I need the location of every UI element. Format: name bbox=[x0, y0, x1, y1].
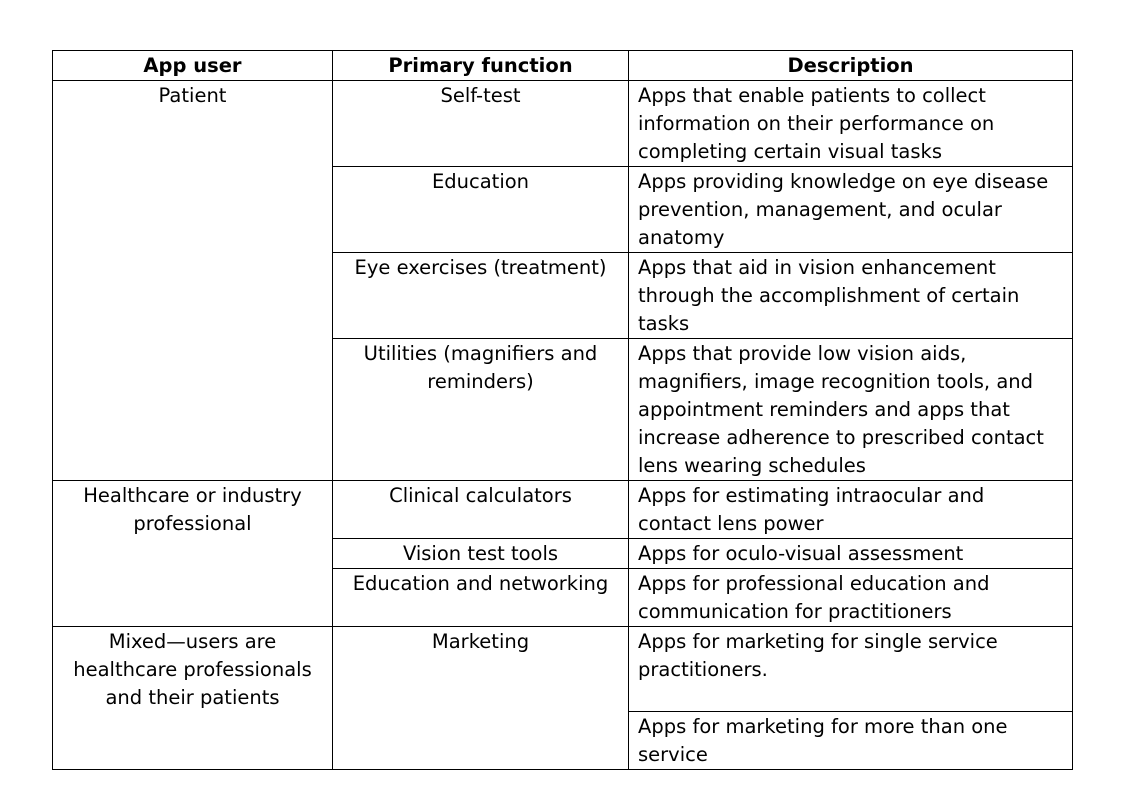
description-cell: Apps for oculo-visual assessment bbox=[629, 539, 1073, 569]
app-user-cell: Patient bbox=[53, 81, 333, 481]
function-cell: Eye exercises (treatment) bbox=[333, 253, 629, 339]
header-app-user: App user bbox=[53, 51, 333, 81]
function-cell: Self-test bbox=[333, 81, 629, 167]
description-cell: Apps for professional education and communication for practitioners bbox=[629, 569, 1073, 627]
function-cell: Education bbox=[333, 167, 629, 253]
app-user-cell: Healthcare or industry professional bbox=[53, 481, 333, 627]
table-row bbox=[53, 81, 1073, 167]
description-cell: Apps that aid in vision enhancement through the accomplishment of certain tasks bbox=[629, 253, 1073, 339]
description-cell: Apps providing knowledge on eye disease prevention, management, and ocular anatomy bbox=[629, 167, 1073, 253]
function-cell: Vision test tools bbox=[333, 539, 629, 569]
description-cell: Apps that enable patients to collect information on their performance on completing certain visual tasks bbox=[629, 81, 1073, 167]
function-cell: Utilities (magnifiers and reminders) bbox=[333, 339, 629, 481]
description-cell: Apps for marketing for more than one service bbox=[629, 712, 1073, 770]
header-primary-function: Primary function bbox=[333, 51, 629, 81]
header-row bbox=[53, 51, 1073, 81]
table-row bbox=[53, 481, 1073, 539]
function-cell: Marketing bbox=[333, 627, 629, 770]
description-cell: Apps for marketing for single service practitioners. bbox=[629, 627, 1073, 712]
function-cell: Education and networking bbox=[333, 569, 629, 627]
header-description: Description bbox=[629, 51, 1073, 81]
app-user-cell: Mixed—users are healthcare professionals and their patients bbox=[53, 627, 333, 770]
table-row bbox=[53, 627, 1073, 712]
function-cell: Clinical calculators bbox=[333, 481, 629, 539]
description-cell: Apps that provide low vision aids, magnifiers, image recognition tools, and appointment reminders and apps that increase adherence to prescribed contact lens wearing schedules bbox=[629, 339, 1073, 481]
description-cell: Apps for estimating intraocular and contact lens power bbox=[629, 481, 1073, 539]
app-classification-table bbox=[52, 50, 1073, 770]
